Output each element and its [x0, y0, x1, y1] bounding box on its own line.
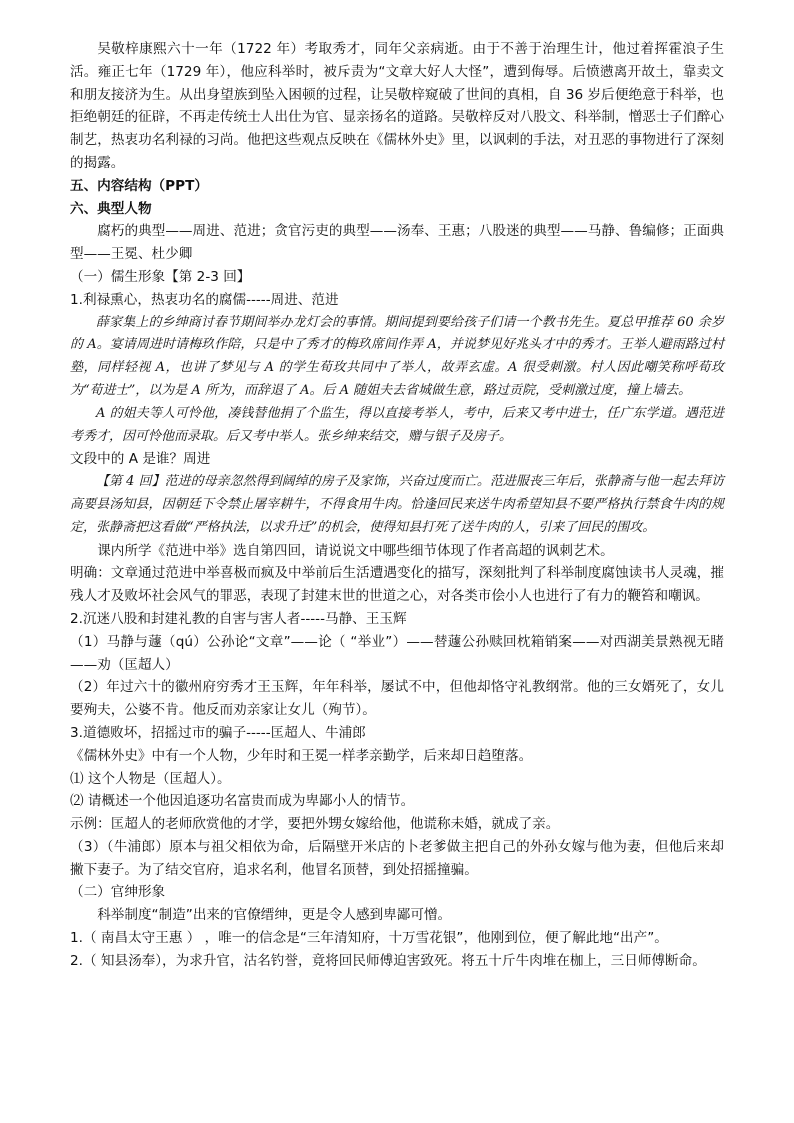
item-heading-1: 1.利禄熏心，热衷功名的腐儒-----周进、范进 [70, 291, 339, 308]
example-answer: 示例：匡超人的老师欣赏他的才学，要把外甥女嫁给他，他谎称未婚，就成了亲。 [70, 816, 560, 833]
item-heading-2: 2.沉迷八股和封建礼教的自害与害人者-----马静、王玉辉 [70, 610, 407, 627]
excerpt-chapter-4: 【第 4 回】范进的母亲忽然得到阔绰的房子及家饰，兴奋过度而亡。范进服丧三年后，张静斋与他一起去拜访高要县汤知县，因朝廷下令禁止屠宰耕牛，不得食用牛肉。恰逢回民来送牛肉希望知县不要严格执行禁食牛肉的规定，张静斋把这看做“严格执法，以求升迁”的机会，使得知县打死了送牛肉的人，引来了回民的围攻。 [70, 474, 724, 535]
item-2-2: （2）年过六十的徽州府穷秀才王玉辉，年年科举，屡试不中，但他却恪守礼教纲常。他的三女婿死了，女儿要殉夫，公婆不肯。他反而劝亲家让女儿（殉节）。 [70, 679, 724, 719]
subheading-scholars: （一）儒生形象【第 2-3 回】 [70, 268, 251, 285]
item-2-1: （1）马静与蘧（qú）公孙论“文章”——论（ “举业”）——替蘧公孙赎回枕箱销案——对西湖美景熟视无睹——劝（匡超人） [70, 633, 724, 673]
item-heading-3: 3.道德败坏，招摇过市的骗子-----匡超人、牛浦郎 [70, 724, 366, 741]
section-heading-characters: 六、典型人物 [70, 200, 152, 217]
item-3-3: （3）（牛浦郎）原本与祖父相依为命，后隔壁开米店的卜老爹做主把自己的外孙女嫁与他为妻，但他后来却撇下妻子。为了结交官府，追求名利，他冒名顶替，到处招摇撞骗。 [70, 838, 724, 878]
excerpt-paragraph-1: 薛家集上的乡绅商讨春节期间举办龙灯会的事情。期间提到要给孩子们请一个教书先生。夏总甲推荐 60 余岁的 A。宴请周进时请梅玖作陪，只是中了秀才的梅玖席间作弄 A，并说梦见好兆头才中的秀才。王举人避雨路过村塾，同样轻视 A，也讲了梦见与 A 的学生荀玫共同中了举人，故弄玄虚。A 很受刺激。村人因此嘲笑称呼荀玫为“荀进士”，以为是 A 所为，而辞退了 A。后 A 随姐夫去省城做生意，路过贡院，受刺激过度，撞上墙去。 [70, 314, 724, 398]
question-kuang-2: ⑵ 请概述一个他因追逐功名富贵而成为卑鄙小人的情节。 [70, 793, 415, 810]
answer-paragraph: 明确：文章通过范进中举喜极而疯及中举前后生活遭遇变化的描写，深刻批判了科举制度腐蚀读书人灵魂，摧残人才及败坏社会风气的罪恶，表现了封建末世的世道之心，对各类市侩小人也进行了有力的鞭笞和嘲讽。 [70, 565, 724, 605]
question-kuang-1: ⑴ 这个人物是（匡超人）。 [70, 770, 231, 787]
officials-intro: 科举制度“制造”出来的官僚缙绅，更是令人感到卑鄙可憎。 [97, 907, 452, 924]
excerpt-paragraph-2: A 的姐夫等人可怜他，凑钱替他捐了个监生，得以直接考举人，考中，后来又考中进士，任广东学道。遇范进考秀才，因可怜他而录取。后又考中举人。张乡绅来结交，赠与银子及房子。 [70, 405, 724, 444]
author-bio-paragraph: 吴敬梓康熙六十一年（1722 年）考取秀才，同年父亲病逝。由于不善于治理生计，他过着挥霍浪子生活。雍正七年（1729 年），他应科举时，被斥责为“文章大好人大怪”，遭到侮辱。后愤懑离开故土，靠卖文和朋友接济为生。从出身望族到坠入困顿的过程，让吴敬梓窥破了世间的真相，自 36 岁后便绝意于科举，也拒绝朝廷的征辟，不再走传统士人出仕为官、显亲扬名的道路。吴敬梓反对八股文、科举制，憎恶士子们醉心制艺，热衷功名利禄的习尚。他把这些观点反映在《儒林外史》里，以讽刺的手法，对丑恶的事物进行了深刻的揭露。 [70, 41, 724, 171]
section-heading-structure: 五、内容结构（PPT） [70, 177, 208, 194]
question-a: 文段中的 A 是谁？周进 [70, 451, 211, 468]
official-2: 2.（ 知县汤奉），为求升官，沽名钓誉，竟将回民师傅迫害致死。将五十斤牛肉堆在枷上，三日师傅断命。 [70, 952, 706, 969]
question-kuang-intro: 《儒林外史》中有一个人物，少年时和王冕一样孝亲勤学，后来却日趋堕落。 [70, 747, 533, 764]
subheading-officials: （二）官绅形象 [70, 884, 166, 901]
official-1: 1.（ 南昌太守王惠 ） ，唯一的信念是“三年清知府，十万雪花银”，他刚到位，便了解此地“出产”。 [70, 930, 668, 947]
typical-characters-paragraph: 腐朽的典型——周进、范进；贪官污吏的典型——汤奉、王惠；八股迷的典型——马静、鲁编修；正面典型——王冕、杜少卿 [70, 223, 724, 263]
question-fan-jin: 课内所学《范进中举》选自第四回，请说说文中哪些细节体现了作者高超的讽刺艺术。 [97, 542, 614, 559]
